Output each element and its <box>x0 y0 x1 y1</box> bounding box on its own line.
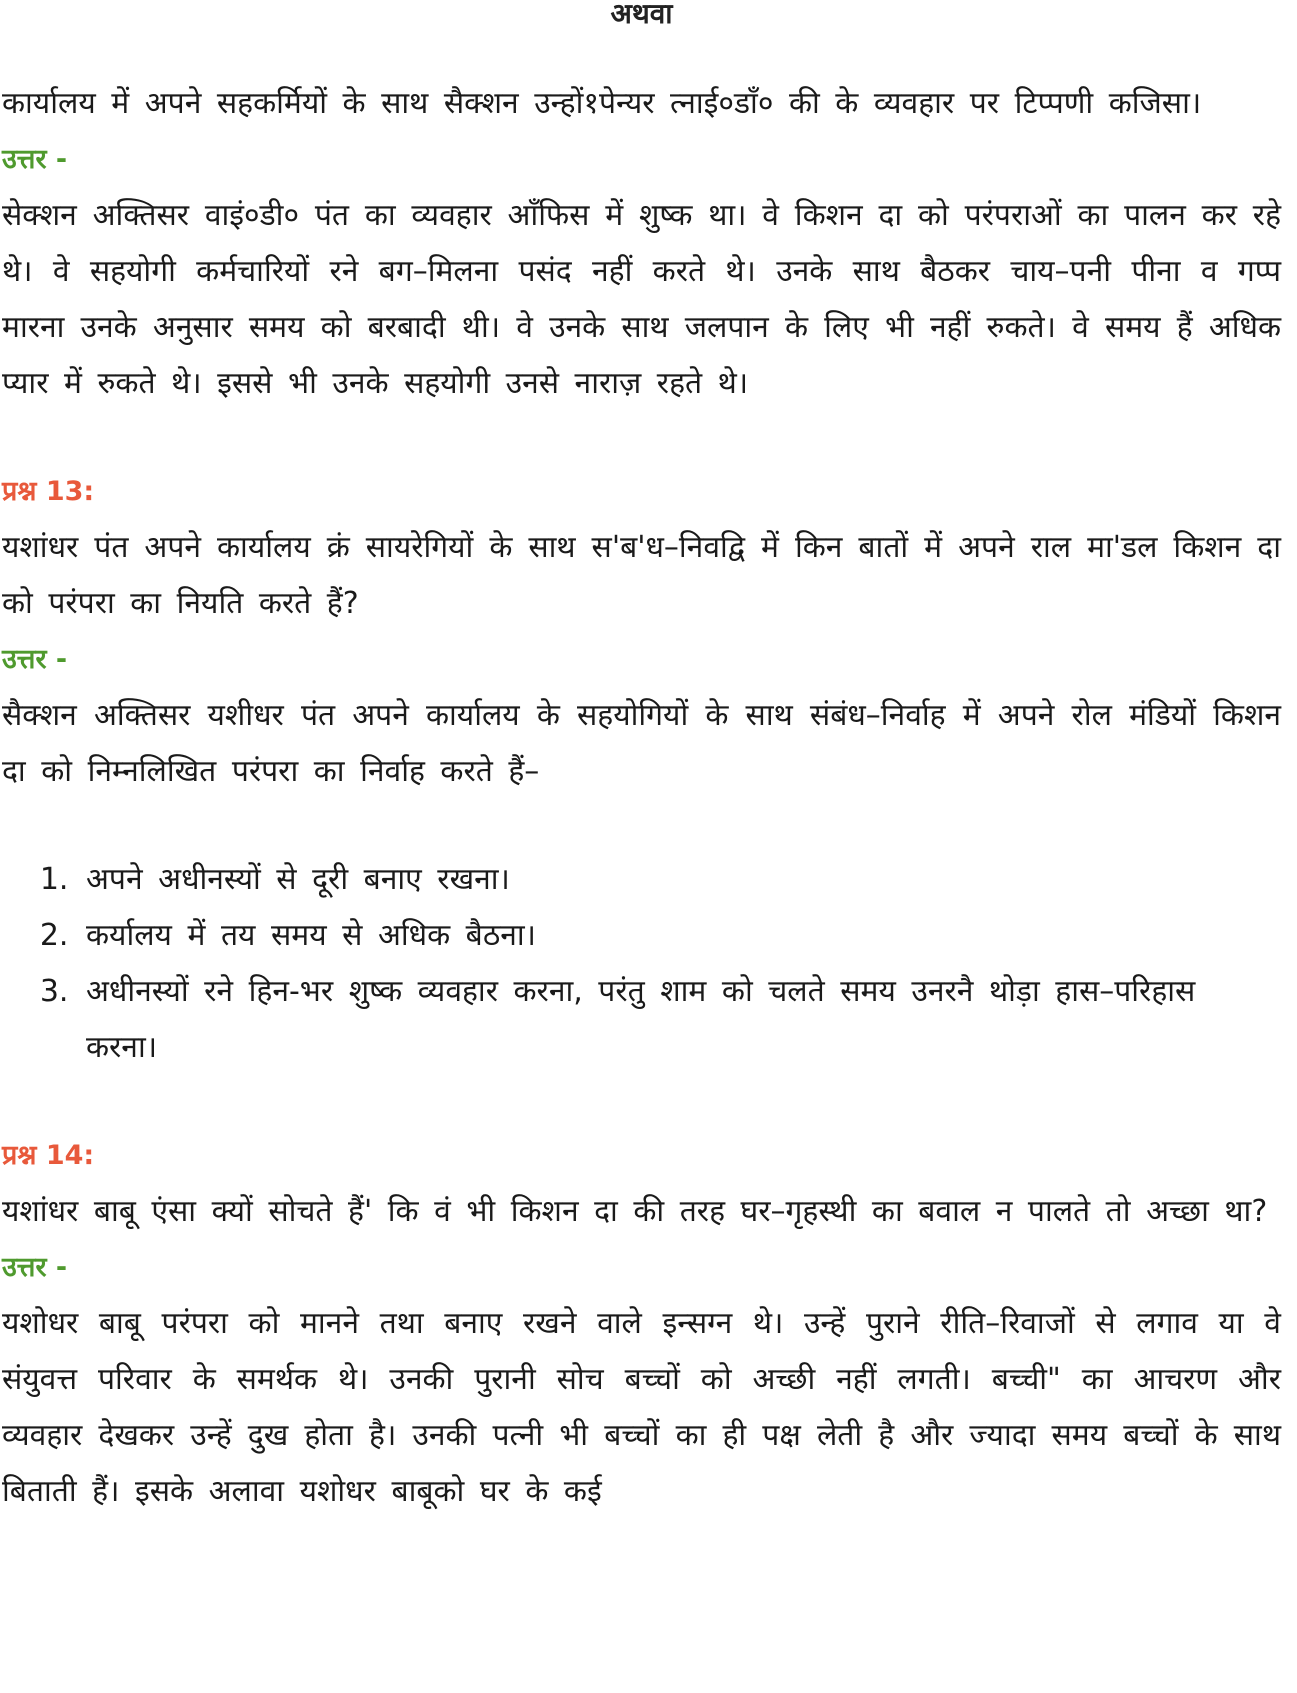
q14-question: यशांधर बाबू एंसा क्यों सोचते हैं' कि वं भी किशन दा की तरह घर–गृहस्थी का बवाल न पालते तो अच्छा था? <box>2 1194 1268 1229</box>
q14-answer: यशोधर बाबू परंपरा को मानने तथा बनाए रखने वाले इन्सग्न थे। उन्हें पुराने रीति–रिवाजों से लगाव या वे संयुवत्त परिवार के समर्थक थे। उनकी पुरानी सोच बच्चों को अच्छी नहीं लगती। बच्ची" का आचरण और व्यवहार देखकर उन्हें दुख होता है। उनकी पत्नी भी बच्चों का ही पक्ष लेती है और ज्यादा समय बच्चों के साथ बिताती हैं। इसके अलावा यशोधर बाबूको घर के कई <box>2 1306 1281 1509</box>
spacer <box>2 40 1281 76</box>
spacer <box>2 1076 1281 1128</box>
spacer <box>2 412 1281 464</box>
q13-answer-label: उत्तर - <box>2 644 68 675</box>
q13-question: यशांधर पंत अपने कार्यालय क्रं सायरेगियों के साथ स'ब'ध–निवद्वि में किन बातों में अपने राल मा'डल किशन दा को परंपरा का नियति करते हैं? <box>2 530 1281 621</box>
q13-answer: सैक्शन अक्तिसर यशीधर पंत अपने कार्यालय के सहयोगियों के साथ संबंध–निर्वाह में अपने रोल मंडियों किशन दा को निम्नलिखित परंपरा का निर्वाह करते हैं– <box>2 698 1281 789</box>
q13-label: प्रश्न 13: <box>2 476 95 507</box>
q14-label: प्रश्न 14: <box>2 1140 95 1171</box>
q12-alt-answer: सेक्शन अक्तिसर वाइं०डी० पंत का व्यवहार आँफिस में शुष्क था। वे किशन दा को परंपराओं का पालन कर रहे थे। वे सहयोगी कर्मचारियों रने बग–मिलना पसंद नहीं करते थे। उनके साथ बैठकर चाय–पनी पीना व गप्प मारना उनके अनुसार समय को बरबादी थी। वे उनके साथ जलपान के लिए भी नहीं रुकते। वे समय हैं अधिक प्यार में रुकते थे। इससे भी उनके सहयोगी उनसे नाराज़ रहते थे। <box>2 198 1281 401</box>
heading-athva: अथवा <box>610 0 673 30</box>
list-item: 1. अपने अधीनस्यों से दूरी बनाए रखना। <box>84 852 1281 908</box>
q13-points-list <box>2 852 1281 1076</box>
q14-answer-label: उत्तर - <box>2 1252 68 1283</box>
spacer <box>2 800 1281 852</box>
list-item: 3. अधीनस्यों रने हिन-भर शुष्क व्यवहार करना, परंतु शाम को चलते समय उनरनै थोड़ा हास–परिहास करना। <box>84 964 1281 1076</box>
q12-alt-question: कार्यालय में अपने सहकर्मियों के साथ सैक्शन उन्हों१पेन्यर त्नाई०डाँ० की के व्यवहार पर टिप्पणी कजिसा। <box>2 86 1202 121</box>
q12-alt-answer-label: उत्तर - <box>2 144 68 175</box>
list-item: 2. कर्यालय में तय समय से अधिक बैठना। <box>84 908 1281 964</box>
